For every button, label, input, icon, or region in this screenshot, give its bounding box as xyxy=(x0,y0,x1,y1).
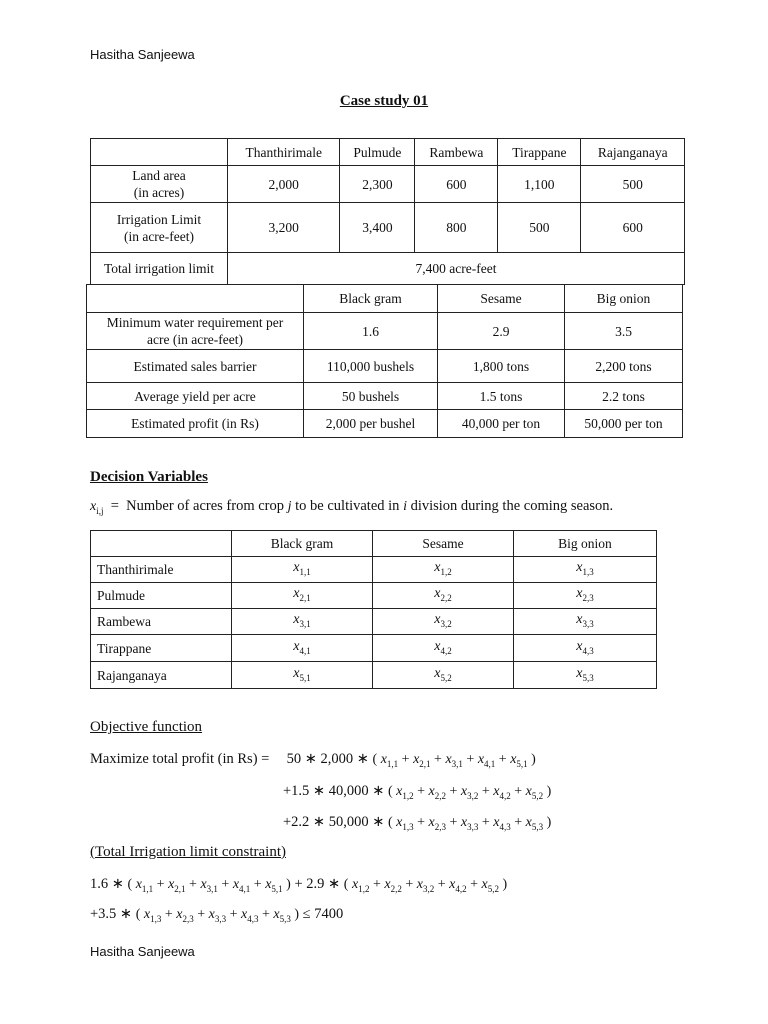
constraint-coefficient: +3.5 ∗ xyxy=(90,906,133,922)
definition-end: division during the coming season. xyxy=(410,498,614,514)
objective-coefficient: 50 ∗ 2,000 ∗ xyxy=(286,751,369,767)
variable: $x_{2,1}$ xyxy=(293,586,311,603)
variable: $x_{4,3}$ xyxy=(493,815,511,832)
variable-subscript: 3,2 xyxy=(422,883,435,894)
variable: $x_{3,3}$ xyxy=(208,907,227,924)
variable: $x_{5,2}$ xyxy=(434,665,452,683)
footer-author: Hasitha Sanjeewa xyxy=(90,944,195,959)
variable-subscript: 2,1 xyxy=(174,883,186,894)
table-cell xyxy=(232,609,373,635)
row-label-line: Minimum water requirement per xyxy=(106,315,284,330)
variable: $x_{1,3}$ xyxy=(143,907,162,924)
variable: $x_{3,3}$ xyxy=(576,612,594,629)
sum-expression xyxy=(373,752,536,767)
table-cell xyxy=(514,635,657,662)
table-cell xyxy=(373,662,514,689)
table-cell: 50 bushels xyxy=(304,383,438,410)
table-cell xyxy=(91,139,228,166)
variable: $x_{5,3}$ xyxy=(273,907,291,924)
variable: $x_{4,1}$ xyxy=(293,638,311,656)
variable-subscript: 4,3 xyxy=(499,821,511,832)
row-header: Thanthirimale xyxy=(91,557,232,583)
objective-coefficient: +1.5 ∗ 40,000 ∗ xyxy=(283,783,385,799)
variable: $x_{3,3}$ xyxy=(460,815,479,832)
table-cell: 600 xyxy=(581,203,685,253)
row-header: Pulmude xyxy=(91,583,232,609)
variable: $x_{3,1}$ xyxy=(200,877,218,894)
variable: $x_{5,1}$ xyxy=(510,752,528,769)
row-label-line: (in acre-feet) xyxy=(123,228,195,244)
variable-subscript: 4,3 xyxy=(247,913,259,924)
table-row xyxy=(91,166,685,203)
close-paren: ) xyxy=(282,877,291,892)
column-header: Rambewa xyxy=(415,139,498,166)
table-row xyxy=(91,662,657,689)
variable: $x_{2,3}$ xyxy=(428,815,446,832)
row-label-line: Land area xyxy=(132,168,186,183)
variable: $x_{5,1}$ xyxy=(265,877,283,894)
variable-subscript: 2,3 xyxy=(182,913,194,924)
plus-sign: + xyxy=(217,877,233,892)
objective-function-heading: Objective function xyxy=(90,719,203,735)
table-cell: 600 xyxy=(415,166,498,203)
row-label-line: acre (in acre-feet) xyxy=(147,332,243,347)
variable-subscript: 1,2 xyxy=(402,790,414,801)
close-paren: ) xyxy=(543,784,552,799)
column-header: Big onion xyxy=(514,531,657,557)
decision-variables-heading: Decision Variables xyxy=(90,469,208,485)
table-row xyxy=(91,609,657,635)
table-cell xyxy=(91,531,232,557)
table-cell: 7,400 acre-feet xyxy=(228,253,685,285)
variable-subscript: 3,2 xyxy=(467,790,479,801)
variable-subscript: 2,2 xyxy=(390,883,402,894)
objective-coefficient: +2.2 ∗ 50,000 ∗ xyxy=(283,814,385,830)
variable: $x_{4,1}$ xyxy=(477,752,496,769)
row-header xyxy=(91,203,228,253)
table-row xyxy=(87,410,683,438)
variable: $x_{1,3}$ xyxy=(396,815,414,832)
plus-sign: + xyxy=(478,815,494,830)
plus-sign: + xyxy=(413,784,429,799)
table-cell: 2,200 tons xyxy=(565,350,683,383)
column-header: Pulmude xyxy=(340,139,415,166)
variable: $x_{2,3}$ xyxy=(176,907,194,924)
table-cell xyxy=(232,635,373,662)
open-paren: ( xyxy=(387,784,397,799)
variable: $x_{4,2}$ xyxy=(449,877,467,894)
variable: $x_{3,1}$ xyxy=(293,612,311,629)
table-cell: 50,000 per ton xyxy=(565,410,683,438)
table-cell: 2.9 xyxy=(438,313,565,350)
plus-sign: + xyxy=(369,877,385,892)
variable-subscript: 2,2 xyxy=(434,790,446,801)
row-header xyxy=(91,166,228,203)
variable: $x_{4,3}$ xyxy=(241,907,259,924)
open-paren: ( xyxy=(343,877,352,892)
table-row xyxy=(87,350,683,383)
table-cell xyxy=(232,557,373,583)
table-cell xyxy=(373,609,514,635)
variable: $x_{2,1}$ xyxy=(413,752,431,769)
open-paren: ( xyxy=(135,907,144,922)
variable: $x_{5,1}$ xyxy=(293,665,311,683)
row-header: Rajanganaya xyxy=(91,662,232,689)
variable: $x_{3,2}$ xyxy=(416,877,435,894)
variable-subscript: 5,1 xyxy=(271,883,283,894)
plus-sign: + xyxy=(413,815,429,830)
row-header: Estimated profit (in Rs) xyxy=(87,410,304,438)
variable: $x_{5,3}$ xyxy=(525,815,544,832)
row-header: Average yield per acre xyxy=(87,383,304,410)
table-header-row xyxy=(91,139,685,166)
decision-variables-table xyxy=(90,530,657,689)
table-cell xyxy=(232,583,373,609)
header-author: Hasitha Sanjeewa xyxy=(90,47,195,62)
variable-subscript: 4,1 xyxy=(239,883,251,894)
plus-sign: + xyxy=(510,784,526,799)
table-row xyxy=(91,635,657,662)
constraint-line-2 xyxy=(90,906,343,924)
table-row xyxy=(87,383,683,410)
variable-subscript: 5,3 xyxy=(531,821,544,832)
open-paren: ( xyxy=(127,877,136,892)
column-header: Sesame xyxy=(438,285,565,313)
plus-sign: + xyxy=(250,877,266,892)
variable-subscript: 5,2 xyxy=(531,790,544,801)
column-header: Black gram xyxy=(304,285,438,313)
table-cell: 2,000 per bushel xyxy=(304,410,438,438)
table-cell xyxy=(514,557,657,583)
table-cell: 3,200 xyxy=(228,203,340,253)
equals-sign: = xyxy=(107,498,123,514)
table-row xyxy=(91,583,657,609)
variable: $x_{1,1}$ xyxy=(293,560,311,577)
row-header: Tirappane xyxy=(91,635,232,662)
variable: $x_{5,2}$ xyxy=(481,877,499,894)
row-label-line: (in acres) xyxy=(133,185,185,200)
variable-subscript: 2,1 xyxy=(419,758,431,769)
variable-subscript: 5,1 xyxy=(516,758,528,769)
plus-sign: + xyxy=(226,907,241,922)
variable: $x_{1,3}$ xyxy=(576,560,594,577)
objective-line-2 xyxy=(283,783,551,801)
variable: $x_{4,2}$ xyxy=(434,638,452,656)
table-row xyxy=(87,313,683,350)
variable: $x_{3,1}$ xyxy=(445,752,463,769)
plus-sign: + xyxy=(401,877,417,892)
plus-sign: + xyxy=(466,877,482,892)
plus-sign: + xyxy=(430,752,446,767)
table-cell: 110,000 bushels xyxy=(304,350,438,383)
variable-subscript: 3,1 xyxy=(451,758,463,769)
row-header: Estimated sales barrier xyxy=(87,350,304,383)
table-cell: 40,000 per ton xyxy=(438,410,565,438)
variable: $x_{2,3}$ xyxy=(576,586,594,603)
variable: $x_{1,2}$ xyxy=(434,560,452,577)
table-cell: 1.5 tons xyxy=(438,383,565,410)
variable-subscript: 5,2 xyxy=(487,883,499,894)
variable: $x_{4,1}$ xyxy=(232,877,251,894)
variable-subscript: 1,3 xyxy=(402,821,414,832)
constraint-line-1 xyxy=(90,876,507,894)
plus-sign: + xyxy=(398,752,414,767)
row-header: Rambewa xyxy=(91,609,232,635)
variable-subscript: 1,2 xyxy=(358,883,370,894)
definition-text: Number of acres from crop xyxy=(126,498,284,514)
column-header: Black gram xyxy=(232,531,373,557)
table-row xyxy=(91,557,657,583)
plus-sign: + xyxy=(193,907,209,922)
table-cell: 500 xyxy=(498,203,581,253)
column-header: Sesame xyxy=(373,531,514,557)
variable-subscript: 3,3 xyxy=(214,913,227,924)
table-cell: 2,000 xyxy=(228,166,340,203)
row-header xyxy=(87,313,304,350)
variable: $x_{1,1}$ xyxy=(380,752,399,769)
variable: $x_{3,2}$ xyxy=(460,784,479,801)
plus-sign: + xyxy=(446,784,461,799)
variable-subscript: 1,1 xyxy=(141,883,154,894)
objective-line-1 xyxy=(90,751,536,769)
variable-symbol: $x_{i,j}$ xyxy=(90,499,104,516)
variable: $x_{4,2}$ xyxy=(493,784,511,801)
division-table xyxy=(90,138,685,285)
crop-table xyxy=(86,284,683,438)
open-paren: ( xyxy=(372,752,381,767)
table-cell: 2,300 xyxy=(340,166,415,203)
table-cell xyxy=(87,285,304,313)
plus-sign: + xyxy=(161,907,177,922)
table-cell: 1.6 xyxy=(304,313,438,350)
table-total-row xyxy=(91,253,685,285)
table-cell xyxy=(373,557,514,583)
variable: $x_{2,2}$ xyxy=(428,784,446,801)
objective-lhs: Maximize total profit (in Rs) = xyxy=(90,751,270,767)
table-cell xyxy=(232,662,373,689)
column-header: Tirappane xyxy=(498,139,581,166)
close-paren: ) xyxy=(498,877,508,892)
definition-mid: to be cultivated in xyxy=(295,498,400,514)
plus-sign: + xyxy=(495,752,511,767)
constraint-coefficient: + 2.9 ∗ xyxy=(294,876,341,892)
variable: $x_{1,1}$ xyxy=(135,877,154,894)
variable: $x_{1,2}$ xyxy=(351,877,370,894)
variable: $x_{5,3}$ xyxy=(576,665,594,683)
index-i: i xyxy=(403,499,407,514)
index-j: j xyxy=(287,499,292,514)
variable-subscript: 4,2 xyxy=(499,790,511,801)
table-cell: 2.2 tons xyxy=(565,383,683,410)
table-cell xyxy=(514,583,657,609)
variable: $x_{5,2}$ xyxy=(525,784,544,801)
table-cell xyxy=(514,662,657,689)
row-label-line: Irrigation Limit xyxy=(116,211,202,227)
sum-expression xyxy=(136,907,299,922)
sum-expression xyxy=(128,877,291,892)
plus-sign: + xyxy=(185,877,201,892)
plus-sign: + xyxy=(462,752,478,767)
table-cell xyxy=(373,635,514,662)
table-cell xyxy=(514,609,657,635)
plus-sign: + xyxy=(478,784,494,799)
plus-sign: + xyxy=(258,907,274,922)
variable-subscript: 4,2 xyxy=(455,883,467,894)
variable: $x_{1,2}$ xyxy=(396,784,414,801)
plus-sign: + xyxy=(510,815,526,830)
column-header: Rajanganaya xyxy=(581,139,685,166)
sum-expression xyxy=(388,815,551,830)
variable-subscript: 3,1 xyxy=(206,883,218,894)
variable-subscript: 1,3 xyxy=(150,913,162,924)
table-cell: 800 xyxy=(415,203,498,253)
variable-subscript: 3,3 xyxy=(467,821,479,832)
variable: $x_{2,2}$ xyxy=(384,877,402,894)
variable: $x_{2,2}$ xyxy=(434,586,452,603)
variable: $x_{4,3}$ xyxy=(576,638,594,656)
plus-sign: + xyxy=(446,815,461,830)
variable: $x_{3,2}$ xyxy=(434,612,452,629)
variable-subscript: 2,3 xyxy=(434,821,446,832)
close-paren: ) xyxy=(527,752,536,767)
plus-sign: + xyxy=(153,877,169,892)
table-cell: 1,800 tons xyxy=(438,350,565,383)
constraint-heading: (Total Irrigation limit constraint) xyxy=(90,844,286,860)
column-header: Big onion xyxy=(565,285,683,313)
constraint-rhs: ≤ 7400 xyxy=(302,906,344,922)
table-header-row xyxy=(91,531,657,557)
row-header: Total irrigation limit xyxy=(91,253,228,285)
column-header: Thanthirimale xyxy=(228,139,340,166)
close-paren: ) xyxy=(290,907,300,922)
table-row xyxy=(91,203,685,253)
table-cell: 500 xyxy=(581,166,685,203)
page-title: Case study 01 xyxy=(339,93,429,109)
table-header-row xyxy=(87,285,683,313)
plus-sign: + xyxy=(434,877,450,892)
variable-subscript: 5,3 xyxy=(279,913,291,924)
variable-subscript: 1,1 xyxy=(386,758,399,769)
constraint-coefficient: 1.6 ∗ xyxy=(90,876,124,892)
table-cell: 1,100 xyxy=(498,166,581,203)
table-cell: 3,400 xyxy=(340,203,415,253)
variable-subscript: 4,1 xyxy=(484,758,496,769)
decision-variable-definition xyxy=(90,498,613,516)
objective-line-3 xyxy=(283,814,551,832)
sum-expression xyxy=(388,784,551,799)
sum-expression xyxy=(344,877,507,892)
close-paren: ) xyxy=(543,815,552,830)
table-cell: 3.5 xyxy=(565,313,683,350)
variable: $x_{2,1}$ xyxy=(168,877,186,894)
open-paren: ( xyxy=(387,815,397,830)
table-cell xyxy=(373,583,514,609)
